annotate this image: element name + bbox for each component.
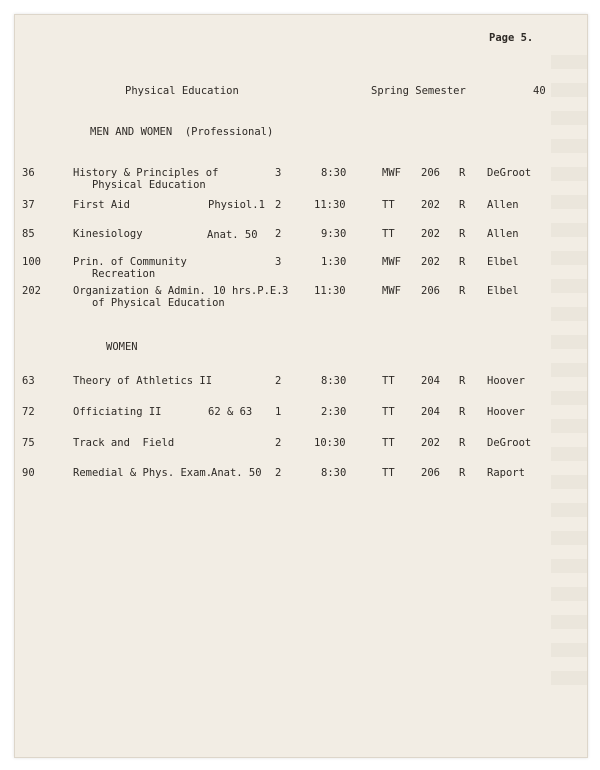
class-time: 11:30 xyxy=(314,199,346,211)
class-days: TT xyxy=(382,199,395,211)
instructor: Allen xyxy=(487,228,519,240)
room-number: 202 xyxy=(421,437,440,449)
class-time: 11:30 xyxy=(314,285,346,297)
class-days: TT xyxy=(382,228,395,240)
course-number: 90 xyxy=(22,467,35,479)
course-title: Organization & Admin. of Physical Education xyxy=(73,285,225,309)
instructor: Elbel xyxy=(487,256,519,268)
credits: 3 xyxy=(275,167,282,179)
code: R xyxy=(459,285,466,297)
course-title: History & Principles of Physical Education xyxy=(73,167,219,191)
credits: 1 xyxy=(275,406,282,418)
section-title-women: WOMEN xyxy=(106,341,138,353)
credits: 2 xyxy=(275,375,282,387)
room-number: 206 xyxy=(421,167,440,179)
class-days: TT xyxy=(382,467,395,479)
code: R xyxy=(459,256,466,268)
course-number: 75 xyxy=(22,437,35,449)
prerequisite: 10 hrs.P.E. xyxy=(213,285,283,297)
credits: 3 xyxy=(282,285,289,297)
room-number: 206 xyxy=(421,467,440,479)
room-number: 202 xyxy=(421,256,440,268)
credits: 2 xyxy=(275,437,282,449)
code: R xyxy=(459,467,466,479)
room-number: 202 xyxy=(421,228,440,240)
section-title-men-women: MEN AND WOMEN (Professional) xyxy=(90,126,274,138)
course-number: 72 xyxy=(22,406,35,418)
course-title: Officiating II xyxy=(73,406,162,418)
course-title: Remedial & Phys. Exam. xyxy=(73,467,213,479)
credits: 3 xyxy=(275,256,282,268)
course-number: 37 xyxy=(22,199,35,211)
bleed-through-shadow xyxy=(551,55,587,695)
instructor: Hoover xyxy=(487,375,525,387)
course-number: 202 xyxy=(22,285,41,297)
room-number: 206 xyxy=(421,285,440,297)
prerequisite: Physiol.1 xyxy=(208,199,265,211)
instructor: DeGroot xyxy=(487,437,532,449)
course-title: Kinesiology xyxy=(73,228,143,240)
class-days: TT xyxy=(382,375,395,387)
code: R xyxy=(459,228,466,240)
code: R xyxy=(459,375,466,387)
credits: 2 xyxy=(275,199,282,211)
room-number: 204 xyxy=(421,406,440,418)
course-number: 36 xyxy=(22,167,35,179)
room-number: 202 xyxy=(421,199,440,211)
room-number: 204 xyxy=(421,375,440,387)
code: R xyxy=(459,167,466,179)
semester-label: Spring Semester xyxy=(371,85,466,97)
class-time: 1:30 xyxy=(321,256,347,268)
class-time: 8:30 xyxy=(321,467,347,479)
department-title: Physical Education xyxy=(125,85,239,97)
credits: 2 xyxy=(275,467,282,479)
instructor: Hoover xyxy=(487,406,525,418)
class-time: 2:30 xyxy=(321,406,347,418)
course-title: Theory of Athletics II xyxy=(73,375,213,387)
page-number-label: Page 5. xyxy=(489,32,534,44)
instructor: Allen xyxy=(487,199,519,211)
class-days: TT xyxy=(382,406,395,418)
prerequisite: Anat. 50 xyxy=(207,229,258,241)
credits: 2 xyxy=(275,228,282,240)
course-title: First Aid xyxy=(73,199,130,211)
course-title: Prin. of Community Recreation xyxy=(73,256,187,280)
class-time: 9:30 xyxy=(321,228,347,240)
code: R xyxy=(459,199,466,211)
course-number: 100 xyxy=(22,256,41,268)
code: R xyxy=(459,437,466,449)
sheet-number: 40 xyxy=(533,85,546,97)
code: R xyxy=(459,406,466,418)
class-time: 8:30 xyxy=(321,375,347,387)
course-number: 85 xyxy=(22,228,35,240)
class-days: MWF xyxy=(382,167,401,179)
instructor: DeGroot xyxy=(487,167,532,179)
instructor: Raport xyxy=(487,467,525,479)
class-days: TT xyxy=(382,437,395,449)
prerequisite: Anat. 50 xyxy=(211,467,262,479)
class-days: MWF xyxy=(382,285,401,297)
class-time: 8:30 xyxy=(321,167,347,179)
prerequisite: 62 & 63 xyxy=(208,406,253,418)
course-number: 63 xyxy=(22,375,35,387)
class-days: MWF xyxy=(382,256,401,268)
class-time: 10:30 xyxy=(314,437,346,449)
course-title: Track and Field xyxy=(73,437,175,449)
instructor: Elbel xyxy=(487,285,519,297)
